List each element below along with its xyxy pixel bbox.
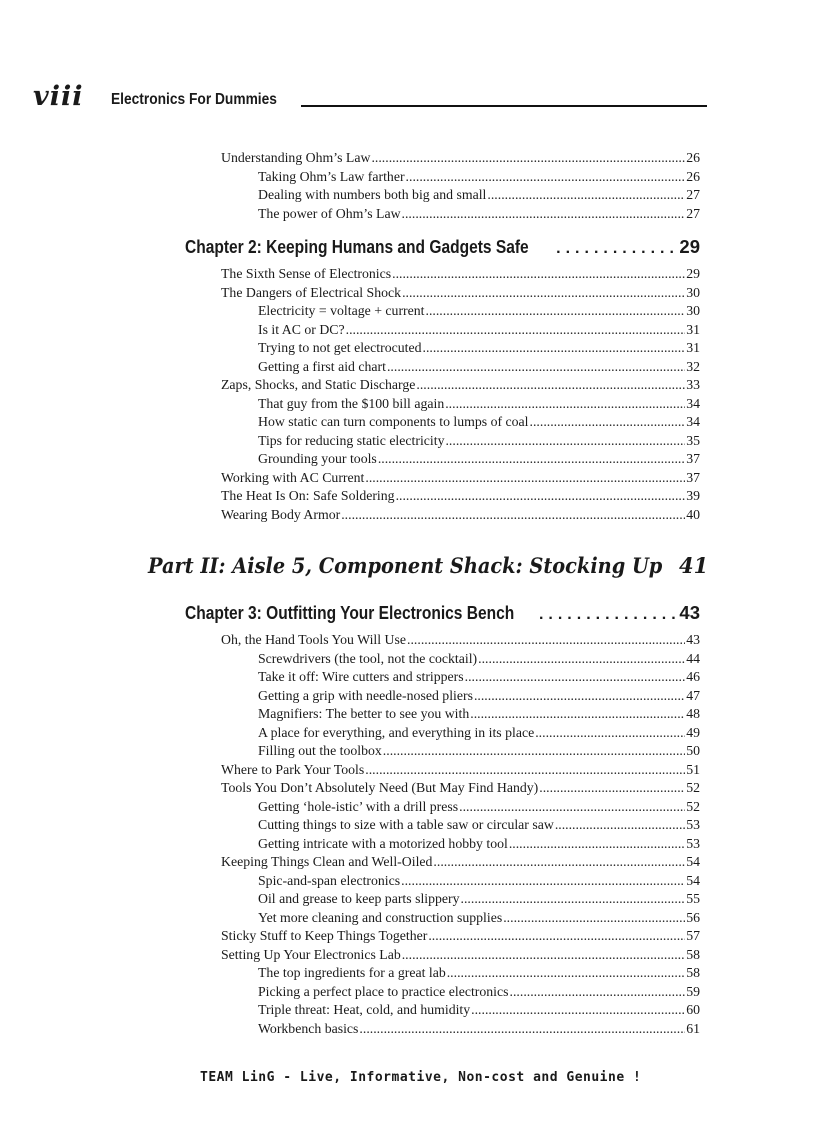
toc-entry-page: 35	[686, 432, 700, 448]
toc-subentry[interactable]	[258, 872, 700, 890]
toc-entry-page: 26	[686, 168, 700, 184]
leader-dots	[341, 506, 685, 524]
toc-entry-title: Magnifiers: The better to see you with	[258, 706, 470, 721]
part-page: 41	[679, 553, 709, 578]
toc-entry-title: The top ingredients for a great lab	[258, 965, 446, 980]
leader-dots	[423, 339, 686, 357]
part-title: Part II: Aisle 5, Component Shack: Stocking Up	[148, 553, 663, 578]
toc-entry-title: Grounding your tools	[258, 451, 377, 466]
leader-dots	[371, 149, 685, 167]
toc-subentry[interactable]	[258, 705, 700, 723]
toc-subentry[interactable]	[258, 1001, 700, 1019]
toc-subentry[interactable]	[258, 650, 700, 668]
toc-entry-page: 46	[686, 669, 700, 684]
leader-dots	[416, 376, 685, 394]
toc-entry-page: 47	[686, 687, 700, 703]
chapter-page: 29	[679, 236, 700, 257]
toc-entry-title: Is it AC or DC?	[258, 321, 345, 337]
book-title: Electronics For Dummies	[111, 91, 277, 108]
leader-dots	[465, 668, 686, 686]
toc-entry-title: A place for everything, and everything in its place	[258, 724, 535, 740]
toc-entry-title: Electricity = voltage + current	[258, 303, 425, 318]
toc-entry-title: Zaps, Shocks, and Static Discharge	[221, 377, 416, 392]
toc-subentry[interactable]	[258, 668, 700, 686]
toc-subentry[interactable]	[258, 983, 700, 1001]
toc-entry-title: Getting intricate with a motorized hobby tool	[258, 835, 508, 851]
leader-dots	[396, 487, 686, 505]
leader-dots	[359, 1020, 685, 1038]
toc-subentry[interactable]	[258, 205, 700, 223]
toc-entry-page: 30	[686, 303, 700, 318]
leader-dots	[426, 302, 686, 320]
toc-entry-title: Working with AC Current	[221, 469, 365, 485]
chapter-2-heading[interactable]	[185, 235, 700, 259]
toc-entry[interactable]	[221, 469, 700, 487]
toc-entry-page: 56	[686, 909, 700, 925]
leader-dots	[474, 687, 685, 705]
leader-dots	[402, 946, 685, 964]
leader-dots	[402, 284, 685, 302]
toc-entry-page: 53	[686, 817, 700, 832]
leader-dots	[555, 816, 685, 834]
toc-entry-title: Oil and grease to keep parts slippery	[258, 891, 460, 906]
leader-dots	[503, 909, 685, 927]
leader-dots	[478, 650, 685, 668]
toc-entry-title: Take it off: Wire cutters and strippers	[258, 669, 464, 684]
leader-dots	[392, 265, 685, 283]
toc-entry[interactable]	[221, 506, 700, 524]
header-rule	[301, 105, 707, 107]
toc-entry-title: Oh, the Hand Tools You Will Use	[221, 632, 407, 647]
toc-entry[interactable]	[221, 487, 700, 505]
toc-entry-title: The Dangers of Electrical Shock	[221, 284, 402, 300]
toc-entry-page: 61	[686, 1020, 700, 1036]
toc-entry-page: 26	[686, 150, 700, 165]
leader-dots	[365, 469, 685, 487]
leader-dots	[346, 321, 686, 339]
toc-entry-page: 54	[686, 872, 700, 888]
toc-entry-title: Setting Up Your Electronics Lab	[221, 946, 401, 962]
toc-entry-page: 27	[686, 187, 700, 202]
toc-entry-title: The Heat Is On: Safe Soldering	[221, 488, 395, 503]
toc-entry[interactable]	[221, 265, 700, 283]
toc-entry[interactable]	[221, 284, 700, 302]
toc-entry-page: 52	[686, 798, 700, 814]
toc-entry-title: Where to Park Your Tools	[221, 761, 365, 777]
toc-subentry[interactable]	[258, 321, 700, 339]
leader-dots	[535, 724, 685, 742]
page-header	[33, 82, 707, 112]
toc-subentry[interactable]	[258, 432, 700, 450]
toc-entry-title: Tools You Don’t Absolutely Need (But May Find Handy)	[221, 780, 539, 795]
toc-subentry[interactable]	[258, 186, 700, 204]
toc-subentry[interactable]	[258, 909, 700, 927]
toc-entry-title: Getting a grip with needle-nosed pliers	[258, 687, 473, 703]
toc-entry[interactable]	[221, 149, 700, 167]
toc-entry-page: 37	[686, 469, 700, 485]
toc-entry-page: 55	[686, 891, 700, 906]
leader-dots	[470, 705, 685, 723]
toc-entry-title: Workbench basics	[258, 1020, 359, 1036]
toc-entry[interactable]	[221, 853, 700, 871]
toc-entry-page: 52	[686, 780, 700, 795]
leader-dots	[445, 432, 685, 450]
chapter-3-heading[interactable]	[185, 601, 700, 625]
leader-dots	[487, 186, 685, 204]
toc-entry-page: 39	[686, 488, 700, 503]
footer-watermark: TEAM LinG - Live, Informative, Non-cost and Genuine !	[200, 1070, 642, 1085]
toc-subentry[interactable]	[258, 687, 700, 705]
toc-entry-page: 43	[686, 632, 700, 647]
toc-entry[interactable]	[221, 779, 700, 797]
toc-entry-page: 50	[686, 743, 700, 758]
toc-entry-title: Trying to not get electrocuted	[258, 340, 422, 355]
toc-entry[interactable]	[221, 376, 700, 394]
leader-dots	[510, 983, 686, 1001]
leader-dots	[447, 964, 685, 982]
toc-subentry[interactable]	[258, 742, 700, 760]
toc-entry[interactable]	[221, 946, 700, 964]
toc-entry-page: 32	[686, 358, 700, 374]
toc-entry-title: That guy from the $100 bill again	[258, 395, 445, 411]
toc-entry-title: Tips for reducing static electricity	[258, 432, 445, 448]
toc-entry-page: 27	[686, 205, 700, 221]
toc-entry-page: 44	[686, 650, 700, 666]
toc-subentry[interactable]	[258, 339, 700, 357]
leader-dots	[471, 1001, 685, 1019]
toc-subentry[interactable]	[258, 816, 700, 834]
toc-subentry[interactable]	[258, 964, 700, 982]
toc-entry-title: Filling out the toolbox	[258, 743, 382, 758]
toc-subentry[interactable]	[258, 358, 700, 376]
part-2-heading[interactable]	[148, 553, 709, 583]
toc-entry[interactable]	[221, 761, 700, 779]
chapter-page: 43	[679, 602, 700, 623]
toc-entry-page: 49	[686, 724, 700, 740]
leader-dots	[509, 835, 685, 853]
leader-dots	[461, 890, 686, 908]
toc-subentry[interactable]	[258, 413, 700, 431]
toc-entry-title: The Sixth Sense of Electronics	[221, 266, 392, 281]
toc-entry-title: Triple threat: Heat, cold, and humidity	[258, 1002, 471, 1017]
toc-entry-page: 57	[686, 928, 700, 943]
toc-entry-title: Yet more cleaning and construction supplies	[258, 909, 503, 925]
toc-entry-page: 31	[686, 321, 700, 337]
toc-entry-title: Taking Ohm’s Law farther	[258, 168, 405, 184]
toc-subentry[interactable]	[258, 1020, 700, 1038]
toc-subentry[interactable]	[258, 890, 700, 908]
toc-entry-title: Sticky Stuff to Keep Things Together	[221, 928, 428, 943]
toc-subentry[interactable]	[258, 835, 700, 853]
leader-dots	[530, 413, 686, 431]
toc-subentry[interactable]	[258, 302, 700, 320]
toc-entry-page: 51	[686, 761, 700, 777]
toc-subentry[interactable]	[258, 724, 700, 742]
toc-entry-title: Dealing with numbers both big and small	[258, 187, 487, 202]
leader-dots	[433, 853, 685, 871]
leader-dots	[401, 872, 685, 890]
leader-dots	[459, 798, 685, 816]
toc-entry-title: Wearing Body Armor	[221, 506, 341, 522]
toc-subentry[interactable]	[258, 798, 700, 816]
leader-dots	[445, 395, 685, 413]
toc-entry-title: Cutting things to size with a table saw or circular saw	[258, 817, 554, 832]
toc-entry-page: 53	[686, 835, 700, 851]
toc-entry-page: 48	[686, 706, 700, 721]
toc-entry-page: 34	[686, 414, 700, 429]
toc-entry-title: Picking a perfect place to practice electronics	[258, 983, 509, 999]
toc-entry-page: 58	[686, 965, 700, 980]
toc-entry-page: 60	[686, 1002, 700, 1017]
toc-entry-page: 29	[686, 266, 700, 281]
toc-entry-page: 40	[686, 506, 700, 522]
leader-dots	[428, 927, 685, 945]
toc-entry-page: 54	[686, 854, 700, 869]
chapter-title: Chapter 3: Outfitting Your Electronics Bench	[185, 602, 515, 623]
chapter-title: Chapter 2: Keeping Humans and Gadgets Safe	[185, 236, 529, 257]
toc-entry-title: How static can turn components to lumps of coal	[258, 414, 529, 429]
leader-dots	[539, 603, 679, 627]
toc-subentry[interactable]	[258, 450, 700, 468]
toc-entry-page: 58	[686, 946, 700, 962]
toc-entry-page: 34	[686, 395, 700, 411]
leader-dots	[402, 205, 686, 223]
leader-dots	[539, 779, 685, 797]
toc-entry-title: Getting a first aid chart	[258, 358, 386, 374]
toc-entry-title: Spic-and-span electronics	[258, 872, 401, 888]
leader-dots	[387, 358, 685, 376]
toc-entry-page: 59	[686, 983, 700, 999]
toc-entry-title: The power of Ohm’s Law	[258, 205, 401, 221]
toc-entry-page: 30	[686, 284, 700, 300]
toc-entry-title: Understanding Ohm’s Law	[221, 150, 371, 165]
leader-dots	[556, 237, 679, 261]
leader-dots	[383, 742, 685, 760]
toc-subentry[interactable]	[258, 395, 700, 413]
toc-entry[interactable]	[221, 927, 700, 945]
leader-dots	[407, 631, 685, 649]
toc-entry-title: Keeping Things Clean and Well-Oiled	[221, 854, 433, 869]
toc-entry-page: 37	[686, 451, 700, 466]
page-number: viii	[33, 81, 84, 112]
toc-subentry[interactable]	[258, 168, 700, 186]
toc-entry-title: Screwdrivers (the tool, not the cocktail)	[258, 650, 478, 666]
leader-dots	[406, 168, 686, 186]
leader-dots	[365, 761, 685, 779]
toc-entry-title: Getting ‘hole-istic’ with a drill press	[258, 798, 459, 814]
toc-entry-page: 33	[686, 377, 700, 392]
toc-entry[interactable]	[221, 631, 700, 649]
leader-dots	[378, 450, 685, 468]
toc-entry-page: 31	[686, 340, 700, 355]
